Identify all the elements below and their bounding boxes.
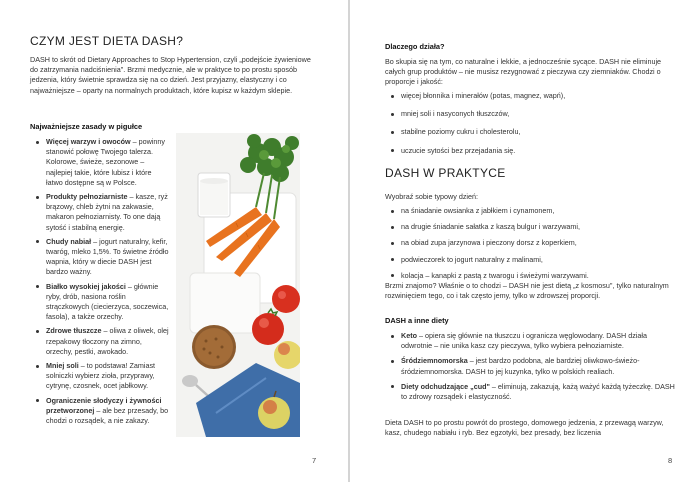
principles-list [32,137,170,426]
principle-item: Produkty pełnoziarniste – kasze, ryż brązowy, chleb żytni na zakwasie, makaron pełnoziarnisty. To one dają sytość i stabilną energię. [32,192,170,233]
why-list [387,91,677,156]
why-paragraph: Bo skupia się na tym, co naturalne i lekkie, a jednocześnie sycące. DASH nie eliminuje całych grup produktów – nie musisz rezygnować z pieczywa czy ziemniaków. Chodzi o proporcje i jakość: [385,57,662,87]
practice-item: na obiad zupa jarzynowa i pieczony dorsz z koperkiem, [387,238,677,248]
why-item: mniej soli i nasyconych tłuszczów, [387,109,677,119]
why-item: więcej błonnika i minerałów (potas, magnez, wapń), [387,91,677,101]
practice-list [387,206,677,281]
principle-item: Chudy nabiał – jogurt naturalny, kefir, twaróg, mleko 1,5%. To świetne źródło wapnia, który w diecie DASH jest bardzo ważny. [32,237,170,278]
practice-title: DASH W PRAKTYCE [385,166,506,180]
principle-item: Zdrowe tłuszcze – oliwa z oliwek, olej rzepakowy tłoczony na zimno, orzechy, pestki, awokado. [32,326,170,357]
practice-item: podwieczorek to jogurt naturalny z malinami, [387,255,677,265]
principle-item: Ograniczenie słodyczy i żywności przetworzonej – ale bez przesady, bo chodzi o rozsądek, a nie zakazy. [32,396,170,427]
why-item: uczucie sytości bez przejadania się. [387,146,677,156]
other-diet-item: Keto – opiera się głównie na tłuszczu i ogranicza węglowodany. DASH działa odwrotnie – nie unika kasz czy pieczywa, tylko wybiera pełnoziarniste. [387,331,677,351]
page-title: CZYM JEST DIETA DASH? [30,34,184,48]
practice-intro: Wyobraź sobie typowy dzień: [385,192,479,201]
food-photo [176,133,300,437]
left-page [0,0,348,482]
other-diet-item: Śródziemnomorska – jest bardzo podobna, ale bardziej oliwkowo-świeżo-śródziemnomorska. DASH to jej kuzynka, tylko w polskich realiach. [387,356,677,376]
page-number: 7 [312,456,317,465]
page-number: 8 [668,456,673,465]
principle-item: Więcej warzyw i owoców – powinny stanowić połowę Twojego talerza. Kolorowe, świeże, sezonowe – najlepiej takie, które lubisz i które łatwo dostępne są w Polsce. [32,137,170,188]
principles-heading: Najważniejsze zasady w pigułce [30,122,143,131]
other-diets-list [387,331,677,402]
other-diet-item: Diety odchudzające „cud" – eliminują, zakazują, każą ważyć każdą tyżeczkę. DASH to zdrowy rozsądek i elastyczność. [387,382,677,402]
principle-item: Mniej soli – to podstawa! Zamiast solniczki wybierz zioła, przyprawy, cytrynę, czosnek, ocet jabłkowy. [32,361,170,392]
intro-paragraph: DASH to skrót od Dietary Approaches to Stop Hypertension, czyli „podejście żywieniowe do zatrzymania nadciśnienia". Brzmi medycznie, ale w praktyce to po prostu sposób jedzenia, który świetnie sprawdza się na co dzień. Jest przyjazny, elastyczny i co najważniejsze – oparty na normalnych produktach, które kupisz w każdym sklepie. [30,55,311,95]
healthy-food-illustration [176,133,300,437]
other-diets-heading: DASH a inne diety [385,316,449,325]
practice-item: kolacja – kanapki z pastą z twarogu i świeżymi warzywami. [387,271,677,281]
principle-item: Białko wysokiej jakości – głównie ryby, drób, nasiona roślin strączkowych (ciecierzyca, soczewica, fasola), a także orzechy. [32,282,170,323]
closing-paragraph: Dieta DASH to po prostu powrót do prostego, domowego jedzenia, z przewagą warzyw, kasz, chudego nabiału i ryb. Bez egzotyki, bez presady, bez liczenia [385,418,664,438]
practice-item: na drugie śniadanie sałatka z kaszą bulgur i warzywami, [387,222,677,232]
why-heading: Dlaczego działa? [385,42,445,51]
practice-item: na śniadanie owsianka z jabłkiem i cynamonem, [387,206,677,216]
right-page [350,0,700,482]
why-item: stabilne poziomy cukru i cholesterolu, [387,127,677,137]
practice-outro: Brzmi znajomo? Właśnie o to chodzi – DASH nie jest dietą „z kosmosu", tylko naturalnym rozwinięciem tego, co i tak często jemy, tylko w zdrowszej proporcji. [385,281,669,301]
